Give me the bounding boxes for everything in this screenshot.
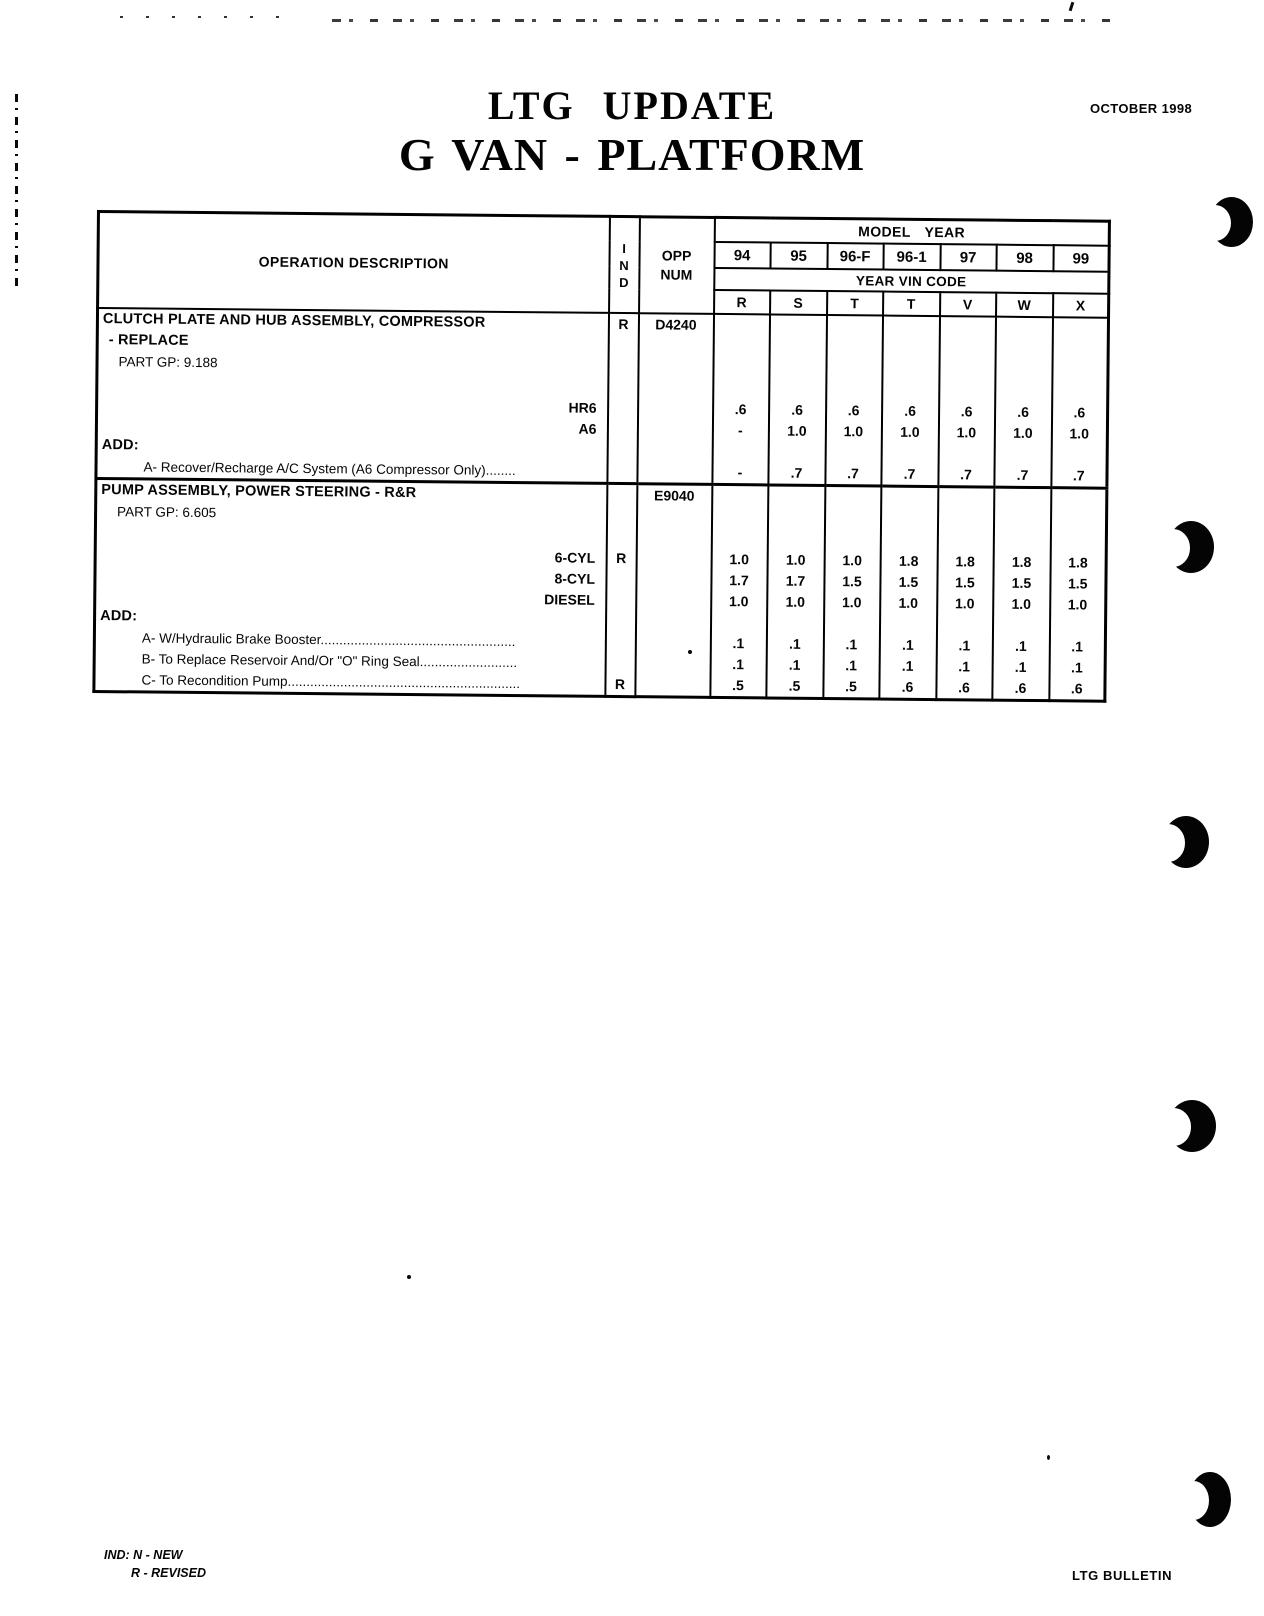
- ind-flag: [607, 569, 635, 590]
- labor-hours-value: .1: [788, 656, 801, 673]
- scan-speck: [1047, 1455, 1050, 1460]
- opp-num-value: [638, 440, 711, 462]
- year-column-header: 94: [714, 242, 770, 269]
- labor-hours-value: 1.0: [843, 423, 864, 440]
- scan-noise-line: [120, 16, 280, 18]
- labor-hours-value: 1.5: [955, 574, 975, 591]
- vin-code-header: T: [827, 291, 883, 316]
- ind-flag: R: [618, 316, 629, 333]
- ind-flag: [608, 485, 636, 506]
- operation-text-line: C- To Recondition Pump..............................................................: [141, 672, 521, 692]
- operation-description-cell: [96, 308, 609, 483]
- year-column-header: 96-F: [827, 243, 883, 270]
- scan-speck: [1069, 2, 1075, 11]
- opp-num-value: E9040: [653, 487, 695, 504]
- labor-hours-value: [994, 510, 1049, 532]
- labor-hours-value: .6: [734, 401, 747, 418]
- opp-num-value: [637, 527, 710, 549]
- operation-text-line: B- To Replace Reservoir And/Or "O" Ring Seal..........................: [141, 651, 518, 671]
- ind-legend-line: IND: N - NEW: [104, 1548, 183, 1562]
- labor-hours-value: [881, 530, 936, 552]
- labor-hours-value: 1.0: [1013, 424, 1033, 441]
- labor-hours-value: .5: [845, 678, 857, 695]
- ind-flag: [609, 335, 637, 356]
- labor-hours-value: .6: [1017, 403, 1030, 420]
- bulletin-label: LTG BULLETIN: [1072, 1568, 1173, 1583]
- ind-flag: R: [616, 549, 627, 567]
- ind-letter: D: [619, 274, 629, 290]
- labor-hours-value: [770, 315, 825, 337]
- operation-text-line: CLUTCH PLATE AND HUB ASSEMBLY, COMPRESSOR: [102, 311, 486, 331]
- labor-hours-value: [768, 507, 823, 529]
- labor-hours-value: [939, 488, 993, 510]
- operation-text-line: A- W/Hydraulic Brake Booster....................................................: [141, 630, 516, 650]
- labor-hours-value: [995, 489, 1050, 511]
- vin-code-header: S: [770, 290, 827, 315]
- opp-num-value: [639, 335, 712, 357]
- labor-hours-value: 1.0: [898, 594, 919, 611]
- labor-hours-value: [883, 380, 938, 402]
- labor-hours-value: [824, 613, 878, 635]
- scan-noise-line: [332, 19, 1110, 22]
- binder-hole-artifact: [1210, 197, 1253, 247]
- ind-flag: [606, 632, 634, 653]
- labor-hours-value: .6: [958, 679, 970, 696]
- labor-hours-value: .6: [904, 402, 917, 419]
- document-subtitle: G VAN - PLATFORM: [398, 129, 866, 180]
- ind-flag: [607, 527, 635, 548]
- labor-hours-value: [940, 359, 994, 381]
- labor-hours-value: .7: [790, 464, 803, 481]
- vin-code-header: W: [996, 293, 1053, 318]
- labor-hours-value: [938, 509, 992, 531]
- opp-num-header-line: NUM: [660, 266, 693, 283]
- labor-hours-value: [1053, 381, 1107, 403]
- hours-cell: [938, 316, 996, 487]
- model-year-header: MODEL YEAR: [714, 217, 1109, 245]
- labor-hours-value: 1.5: [842, 573, 862, 590]
- labor-hours-value: 1.8: [955, 553, 975, 570]
- opp-num-value: D4240: [655, 316, 697, 333]
- labor-hours-value: [882, 443, 937, 465]
- hours-cell: [710, 484, 768, 698]
- labor-hours-value: [938, 530, 992, 552]
- labor-hours-value: [996, 381, 1051, 403]
- labor-hours-value: .7: [903, 465, 916, 482]
- operation-text-line: ADD:: [100, 608, 138, 625]
- operation-text-line: PUMP ASSEMBLY, POWER STEERING - R&R: [101, 482, 417, 502]
- ind-flag: [606, 611, 634, 632]
- labor-hours-value: .1: [788, 635, 801, 652]
- labor-hours-value: [714, 336, 768, 358]
- ind-letter: N: [619, 257, 629, 273]
- labor-hours-value: .5: [788, 677, 801, 694]
- hours-cell: [712, 314, 770, 485]
- opp-num-value: [638, 419, 711, 441]
- labor-hours-value: [1051, 531, 1105, 553]
- labor-hours-value: 1.7: [785, 572, 806, 589]
- labor-hours-value: [995, 444, 1050, 466]
- labor-hours-value: .1: [845, 657, 858, 674]
- labor-hours-value: [714, 315, 768, 337]
- opp-num-value: [636, 632, 709, 654]
- config-label: HR6: [568, 399, 597, 416]
- opp-num-value: [637, 548, 710, 570]
- ind-flag: [609, 377, 637, 398]
- operation-text-line: ADD:: [101, 437, 139, 454]
- labor-hours-value: .1: [732, 656, 745, 673]
- labor-hours-value: [712, 507, 766, 529]
- labor-hours-value: [1050, 615, 1104, 637]
- labor-hours-value: [883, 338, 938, 360]
- opp-num-header-line: OPP: [661, 247, 692, 264]
- labor-hours-value: -: [737, 464, 743, 481]
- labor-hours-value: .7: [960, 466, 972, 483]
- labor-hours-value: [880, 614, 935, 636]
- labor-hours-value: 1.0: [785, 593, 806, 610]
- labor-hours-value: 1.0: [841, 594, 862, 611]
- vin-code-header: R: [714, 290, 770, 315]
- hours-cell: [881, 316, 940, 487]
- labor-hours-value: [939, 443, 993, 465]
- hours-cell: [936, 487, 994, 701]
- operation-text-line: PART GP: 6.605: [117, 504, 217, 521]
- ind-letter: I: [622, 240, 627, 256]
- labor-hours-value: [827, 337, 881, 359]
- labor-hours-value: .6: [1070, 680, 1083, 697]
- labor-hours-value: 1.7: [729, 572, 749, 589]
- issue-date: OCTOBER 1998: [1090, 101, 1193, 116]
- labor-time-table: [92, 210, 1111, 703]
- labor-hours-value: [768, 528, 823, 550]
- labor-hours-value: .1: [732, 635, 745, 652]
- labor-hours-value: [993, 615, 1048, 637]
- ind-flag: [606, 653, 634, 674]
- opp-num-header: [639, 217, 715, 314]
- labor-hours-value: .1: [1014, 637, 1027, 654]
- ind-column-header: [609, 216, 640, 313]
- operation-block: [94, 479, 1107, 702]
- labor-hours-value: 1.0: [1069, 425, 1089, 442]
- labor-hours-value: [882, 488, 937, 510]
- ind-cell: [605, 483, 637, 696]
- operation-text-line: PART GP: 9.188: [118, 354, 218, 371]
- labor-hours-value: [711, 612, 765, 634]
- labor-hours-value: [769, 441, 824, 463]
- config-label: 8-CYL: [554, 570, 596, 587]
- hours-cell: [766, 485, 825, 699]
- ind-flag: [608, 440, 636, 461]
- labor-hours-value: 1.8: [898, 552, 919, 569]
- ind-legend-line: R - REVISED: [131, 1566, 207, 1580]
- opp-num-cell: [637, 313, 714, 484]
- binder-hole-artifact: [1168, 521, 1214, 573]
- year-column-header: 97: [940, 244, 996, 271]
- ind-flag: [609, 398, 637, 419]
- operation-description-cell: [94, 479, 607, 697]
- labor-hours-value: -: [737, 422, 743, 439]
- labor-hours-value: .5: [732, 677, 744, 694]
- year-column-header: 95: [770, 242, 827, 269]
- labor-hours-value: [713, 441, 767, 463]
- opp-num-value: [636, 653, 709, 675]
- labor-hours-value: 1.5: [1067, 575, 1088, 592]
- opp-num-value: [636, 674, 709, 696]
- operation-text-line: - REPLACE: [108, 332, 189, 349]
- labor-hours-value: [770, 336, 825, 358]
- year-column-header: 98: [996, 245, 1053, 272]
- opp-num-value: [637, 506, 710, 528]
- opp-num-value: [638, 461, 711, 483]
- labor-hours-value: [940, 380, 994, 402]
- hours-cell: [879, 486, 938, 700]
- ind-flag: [607, 506, 635, 527]
- operation-text-line: A- Recover/Recharge A/C System (A6 Compressor Only)........: [143, 459, 516, 479]
- ind-flag: [608, 419, 636, 440]
- labor-hours-value: .6: [847, 402, 860, 419]
- ind-flag: [607, 590, 635, 611]
- opp-num-value: [636, 611, 709, 633]
- labor-hours-value: [940, 338, 994, 360]
- labor-hours-value: .1: [901, 636, 914, 653]
- labor-hours-value: [713, 486, 767, 508]
- labor-hours-value: [996, 339, 1051, 361]
- labor-hours-value: 1.5: [1011, 574, 1032, 591]
- labor-hours-value: [1052, 489, 1106, 511]
- labor-hours-value: 1.0: [954, 595, 975, 612]
- labor-hours-value: 1.0: [785, 551, 806, 568]
- labor-hours-value: 1.0: [787, 422, 807, 439]
- labor-hours-value: [827, 358, 881, 380]
- labor-hours-value: [996, 360, 1051, 382]
- opp-num-value: [637, 590, 710, 612]
- labor-hours-value: .1: [1014, 658, 1027, 675]
- labor-hours-value: [994, 531, 1049, 553]
- labor-hours-value: .6: [791, 401, 804, 418]
- labor-hours-value: .1: [845, 636, 858, 653]
- config-label: 6-CYL: [554, 549, 596, 566]
- opp-num-value: [639, 398, 712, 420]
- operation-block: [96, 308, 1109, 488]
- labor-hours-value: [767, 612, 822, 634]
- labor-hours-value: [827, 316, 881, 338]
- labor-hours-value: [937, 614, 991, 636]
- labor-hours-value: [1053, 339, 1107, 361]
- labor-hours-value: 1.0: [729, 551, 749, 568]
- hours-cell: [992, 487, 1051, 701]
- hours-cell: [768, 314, 827, 485]
- labor-hours-value: 1.8: [1068, 554, 1088, 571]
- labor-hours-value: .6: [960, 403, 973, 420]
- opp-num-value: [637, 569, 710, 591]
- year-column-header: 99: [1053, 245, 1109, 272]
- config-label: A6: [578, 420, 597, 437]
- labor-hours-value: .7: [1072, 467, 1085, 484]
- labor-hours-value: .7: [1016, 466, 1029, 483]
- labor-hours-value: [770, 357, 825, 379]
- labor-hours-value: .6: [1014, 679, 1027, 696]
- ind-flag: R: [614, 675, 626, 693]
- labor-hours-value: [1051, 510, 1105, 532]
- labor-hours-value: [883, 317, 938, 339]
- labor-hours-value: [826, 442, 880, 464]
- labor-hours-value: .1: [958, 637, 971, 654]
- labor-hours-value: 1.0: [956, 424, 977, 441]
- labor-hours-value: 1.5: [898, 573, 919, 590]
- labor-hours-value: 1.0: [1011, 595, 1032, 612]
- year-column-header: 96-1: [883, 244, 940, 271]
- labor-hours-value: 1.0: [842, 552, 862, 569]
- opp-num-value: [639, 356, 712, 378]
- labor-hours-value: .1: [1071, 638, 1084, 655]
- labor-hours-value: 1.0: [1067, 596, 1088, 613]
- opp-num-cell: [635, 484, 712, 698]
- labor-hours-value: 1.0: [728, 593, 749, 610]
- labor-hours-value: [996, 318, 1051, 340]
- labor-hours-value: .1: [901, 657, 914, 674]
- labor-hours-value: [1053, 360, 1107, 382]
- labor-hours-value: [881, 509, 936, 531]
- labor-hours-value: .6: [901, 678, 914, 695]
- vin-code-header: X: [1053, 293, 1109, 318]
- labor-hours-value: [940, 317, 994, 339]
- opp-num-value: [639, 377, 712, 399]
- labor-hours-value: [714, 357, 768, 379]
- labor-hours-value: 1.0: [900, 423, 920, 440]
- labor-hours-value: [712, 528, 766, 550]
- scan-speck: [407, 1275, 411, 1279]
- labor-hours-value: .1: [958, 658, 971, 675]
- year-vin-code-header: YEAR VIN CODE: [714, 268, 1109, 294]
- labor-hours-value: [826, 487, 880, 509]
- labor-hours-value: .1: [1071, 659, 1083, 676]
- labor-hours-value: [1053, 318, 1107, 340]
- labor-hours-value: [825, 529, 879, 551]
- hours-cell: [823, 485, 881, 699]
- labor-hours-value: [714, 378, 768, 400]
- labor-hours-value: 1.8: [1011, 553, 1032, 570]
- labor-hours-value: [769, 486, 824, 508]
- labor-hours-value: .7: [847, 465, 859, 482]
- operation-description-header: OPERATION DESCRIPTION: [98, 212, 610, 313]
- config-label: DIESEL: [544, 591, 595, 608]
- hours-cell: [1049, 488, 1107, 702]
- vin-code-header: V: [940, 292, 996, 317]
- hours-cell: [825, 315, 883, 486]
- hours-cell: [994, 317, 1053, 488]
- labor-hours-value: .6: [1073, 404, 1086, 421]
- ind-flag: [609, 356, 637, 377]
- binder-hole-artifact: [1168, 1100, 1216, 1152]
- labor-hours-value: [1052, 444, 1106, 466]
- labor-hours-value: [770, 378, 825, 400]
- binder-hole-artifact: [1189, 1472, 1231, 1527]
- ind-cell: [607, 313, 639, 484]
- binder-hole-artifact: [1163, 816, 1209, 868]
- labor-hours-value: [825, 508, 879, 530]
- document-title: LTG UPDATE: [487, 83, 777, 128]
- hours-cell: [1051, 317, 1109, 488]
- labor-hours-value: [827, 379, 881, 401]
- labor-hours-value: [883, 359, 938, 381]
- vin-code-header: T: [883, 292, 940, 317]
- ind-flag: [608, 461, 636, 482]
